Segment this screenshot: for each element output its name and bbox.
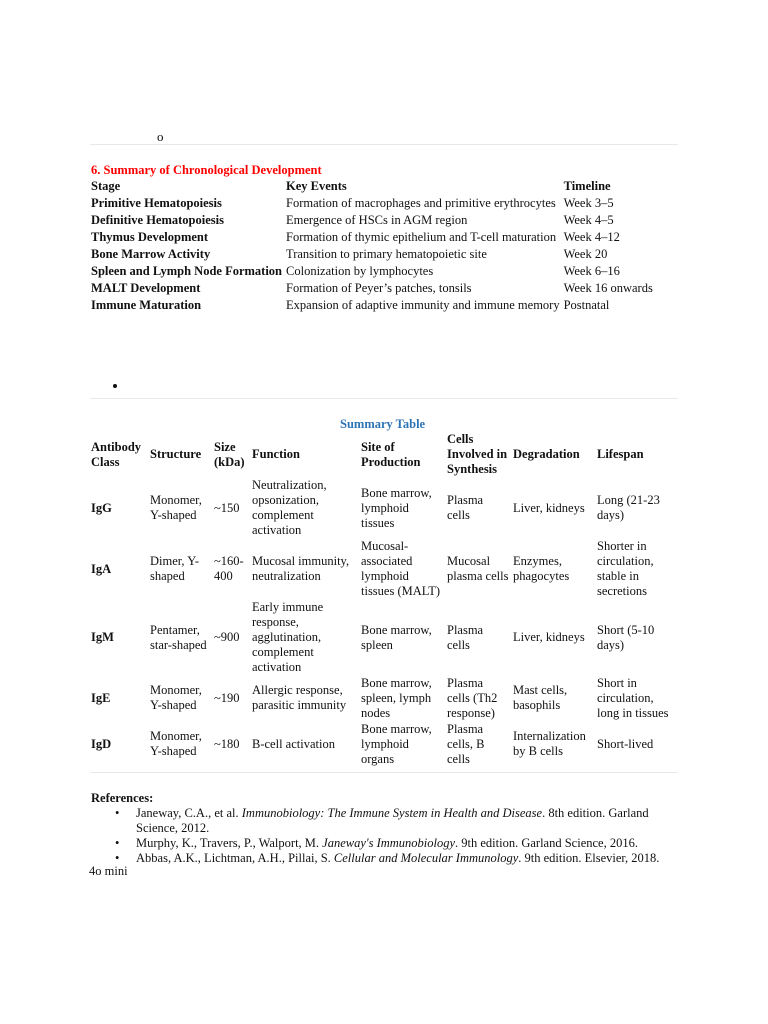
site-cell: Bone marrow, lymphoid tissues: [361, 485, 432, 530]
header-size: Size (kDa): [214, 439, 245, 469]
table-row: [89, 280, 655, 297]
key-events-cell: Colonization by lymphocytes: [286, 264, 434, 278]
lifespan-cell: Short (5-10 days): [597, 622, 655, 652]
antibody-class-cell: IgM: [91, 630, 114, 644]
cells-cell: Plasma cells, B cells: [447, 721, 485, 766]
degradation-cell: Internalization by B cells: [513, 729, 586, 758]
divider: [90, 398, 678, 399]
stage-cell: Definitive Hematopoiesis: [91, 213, 224, 227]
table-row: [89, 263, 655, 280]
section-title: 6. Summary of Chronological Development: [91, 163, 322, 177]
header-structure: Structure: [150, 447, 202, 461]
size-cell: ~190: [214, 690, 240, 705]
key-events-cell: Transition to primary hematopoietic site: [286, 247, 487, 261]
reference-book-title: Janeway's Immunobiology: [322, 836, 456, 850]
reference-authors: Janeway, C.A., et al.: [136, 806, 242, 820]
site-cell: Bone marrow, spleen: [361, 622, 432, 652]
antibody-class-cell: IgD: [91, 736, 112, 751]
timeline-cell: Week 4–5: [563, 213, 614, 227]
reference-details: . 9th edition. Garland Science, 2016.: [455, 836, 638, 850]
reference-item: [91, 851, 681, 866]
stage-cell: MALT Development: [91, 281, 201, 295]
chronology-table: [89, 178, 655, 314]
lifespan-cell: Short-lived: [597, 736, 654, 751]
key-events-cell: Expansion of adaptive immunity and immune memory: [286, 298, 560, 312]
table-row: [89, 229, 655, 246]
references-section: [91, 791, 681, 866]
key-events-cell: Formation of macrophages and primitive erythrocytes: [286, 196, 556, 210]
references-title: References:: [91, 791, 154, 805]
table-row: [89, 478, 679, 538]
table-header-row: [89, 178, 655, 195]
table-row: [89, 297, 655, 314]
antibody-class-cell: IgE: [91, 690, 111, 705]
function-cell: B-cell activation: [252, 736, 335, 751]
reference-authors: Murphy, K., Travers, P., Walport, M.: [136, 836, 323, 850]
reference-item: [91, 806, 681, 836]
degradation-cell: Liver, kidneys: [513, 500, 585, 515]
bullet-marker: •: [115, 806, 120, 820]
site-cell: Mucosal-associated lymphoid tissues (MALT): [361, 539, 441, 598]
timeline-cell: Week 20: [563, 247, 608, 261]
table-row: [89, 600, 679, 675]
structure-cell: Pentamer, star-shaped: [150, 622, 207, 652]
header-cells-involved: Cells Involved in Synthesis: [447, 432, 508, 476]
lifespan-cell: Shorter in circulation, stable in secretions: [597, 539, 654, 598]
degradation-cell: Mast cells, basophils: [513, 683, 568, 712]
timeline-cell: Week 16 onwards: [563, 281, 653, 295]
header-function: Function: [252, 447, 300, 461]
timeline-cell: Week 4–12: [563, 230, 620, 244]
model-label: 4o mini: [89, 864, 128, 878]
function-cell: Allergic response, parasitic immunity: [252, 683, 347, 712]
table-header-row: [89, 431, 679, 478]
structure-cell: Monomer, Y-shaped: [150, 729, 202, 758]
structure-cell: Monomer, Y-shaped: [150, 493, 202, 522]
cells-cell: Mucosal plasma cells: [447, 554, 509, 583]
references-list: [91, 806, 681, 866]
reference-authors: Abbas, A.K., Lichtman, A.H., Pillai, S.: [136, 851, 334, 865]
function-cell: Neutralization, opsonization, complement activation: [252, 478, 327, 537]
stage-cell: Spleen and Lymph Node Formation: [91, 264, 283, 278]
cells-cell: Plasma cells: [447, 493, 484, 522]
cells-cell: Plasma cells (Th2 response): [447, 675, 498, 720]
table-row: [89, 538, 679, 600]
stage-cell: Primitive Hematopoiesis: [91, 196, 222, 210]
header-stage: Stage: [91, 179, 121, 193]
size-cell: ~160-400: [214, 554, 244, 583]
bullet-marker: •: [115, 836, 120, 850]
reference-book-title: Cellular and Molecular Immunology: [333, 851, 519, 865]
timeline-cell: Week 6–16: [563, 264, 620, 278]
table-row: [89, 675, 679, 721]
stage-cell: Bone Marrow Activity: [91, 247, 211, 261]
divider: [90, 772, 678, 773]
list-bullet-marker: [113, 384, 117, 388]
key-events-cell: Formation of Peyer’s patches, tonsils: [286, 281, 472, 295]
antibody-class-cell: IgA: [91, 561, 112, 576]
table-row: [89, 246, 655, 263]
size-cell: ~180: [214, 736, 240, 751]
reference-book-title: Immunobiology: The Immune System in Health and Disease: [241, 806, 543, 820]
antibody-class-cell: IgG: [91, 500, 112, 515]
site-cell: Bone marrow, spleen, lymph nodes: [361, 675, 432, 720]
reference-item: [91, 836, 681, 851]
table-row: [89, 721, 679, 767]
antibody-summary-table: [89, 431, 679, 767]
cells-cell: Plasma cells: [447, 622, 484, 652]
header-site-of-production: Site of Production: [361, 439, 421, 469]
summary-table-title: Summary Table: [340, 417, 426, 431]
header-lifespan: Lifespan: [597, 447, 644, 461]
structure-cell: Dimer, Y-shaped: [150, 554, 200, 583]
table-row: [89, 195, 655, 212]
key-events-cell: Emergence of HSCs in AGM region: [286, 213, 468, 227]
degradation-cell: Enzymes, phagocytes: [513, 554, 570, 583]
stage-cell: Thymus Development: [91, 230, 209, 244]
header-antibody-class: Antibody Class: [91, 439, 142, 469]
site-cell: Bone marrow, lymphoid organs: [361, 721, 432, 766]
reference-details: . 9th edition. Elsevier, 2018.: [518, 851, 660, 865]
lifespan-cell: Short in circulation, long in tissues: [597, 675, 669, 720]
header-key-events: Key Events: [286, 179, 347, 193]
size-cell: ~150: [214, 500, 240, 515]
header-timeline: Timeline: [563, 179, 611, 193]
key-events-cell: Formation of thymic epithelium and T-cell maturation: [286, 230, 557, 244]
function-cell: Early immune response, agglutination, complement activation: [252, 600, 324, 674]
lifespan-cell: Long (21-23 days): [597, 493, 660, 522]
reference-details: . 8th edition. Garland Science, 2012.: [136, 806, 649, 835]
degradation-cell: Liver, kidneys: [513, 630, 585, 644]
table-row: [89, 212, 655, 229]
size-cell: ~900: [214, 630, 240, 644]
bullet-marker: •: [115, 851, 120, 865]
function-cell: Mucosal immunity, neutralization: [252, 554, 350, 583]
header-degradation: Degradation: [513, 447, 580, 461]
stage-cell: Immune Maturation: [91, 298, 202, 312]
divider: [90, 144, 678, 145]
timeline-cell: Postnatal: [563, 298, 610, 312]
timeline-cell: Week 3–5: [563, 196, 614, 210]
sub-bullet-marker: o: [157, 129, 164, 144]
structure-cell: Monomer, Y-shaped: [150, 683, 202, 712]
